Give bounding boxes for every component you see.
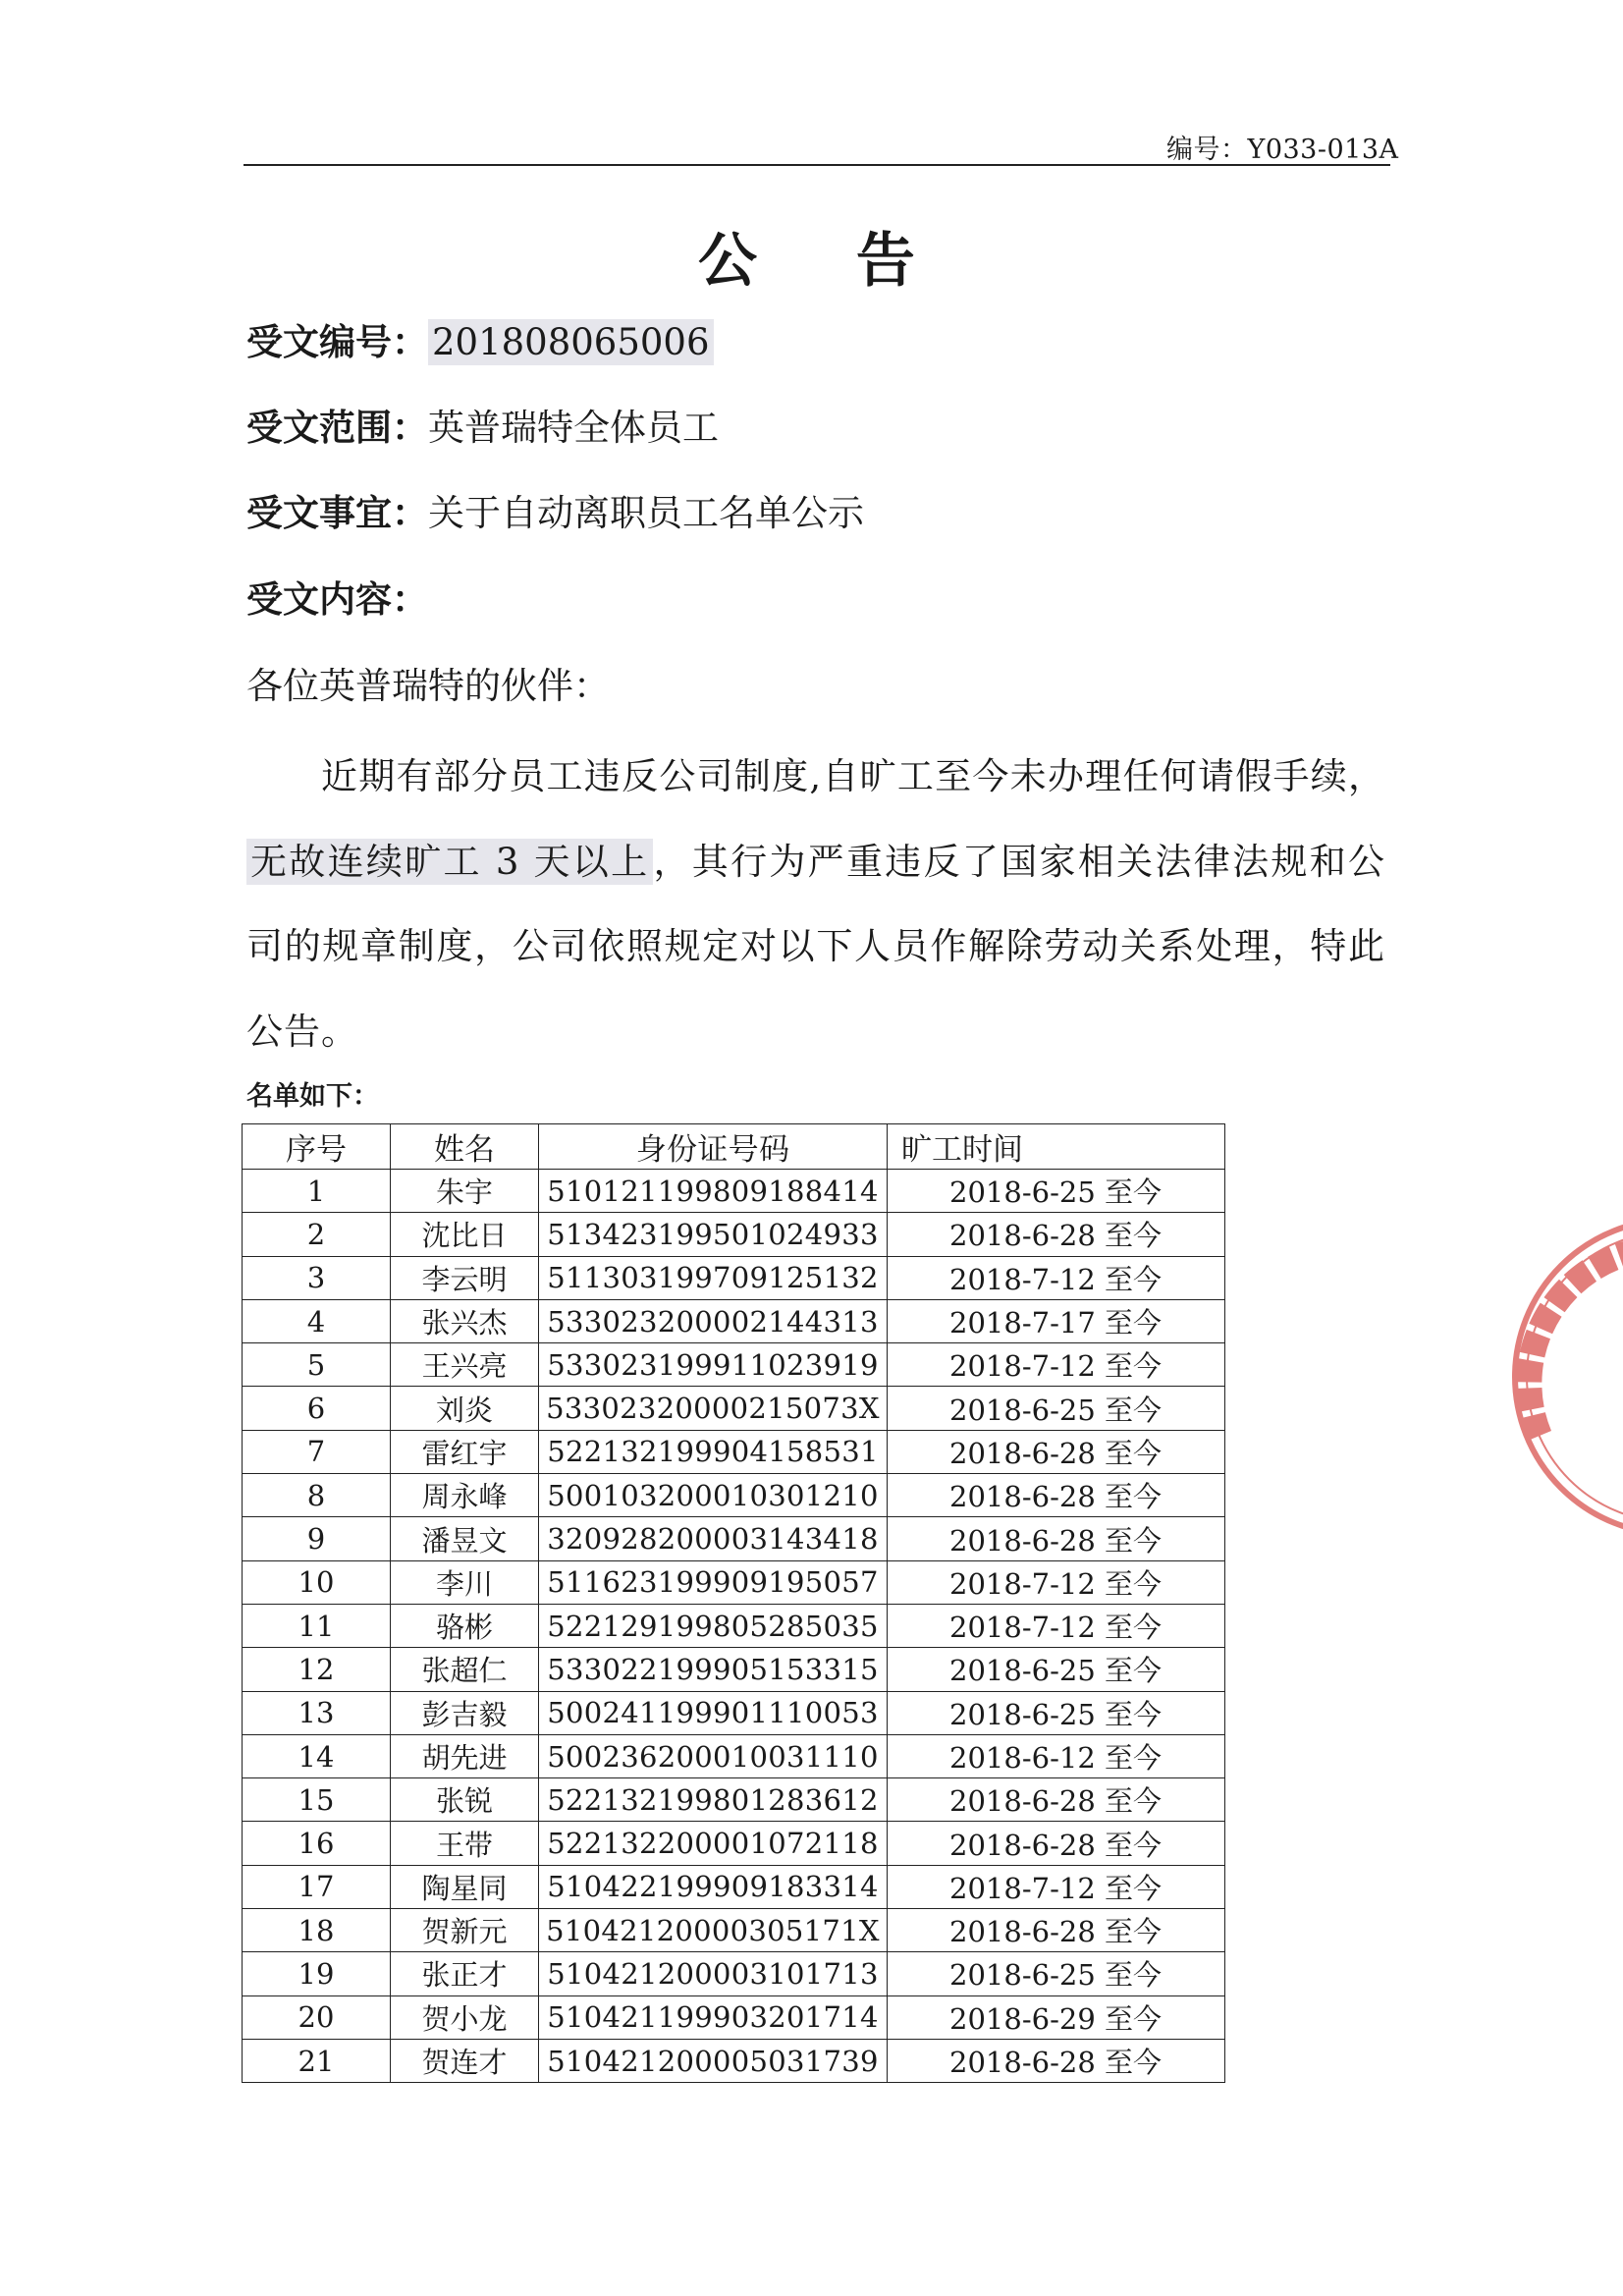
content-label: 受文内容：	[246, 577, 428, 621]
table-row	[243, 1213, 1225, 1256]
row-id-number: 513423199501024933	[539, 1213, 888, 1256]
table-row	[243, 1604, 1225, 1647]
row-name: 王带	[391, 1822, 539, 1865]
row-name: 陶星同	[391, 1865, 539, 1908]
row-absence-time: 2018-7-12 至今	[888, 1343, 1225, 1387]
row-name: 贺小龙	[391, 1995, 539, 2039]
table-row	[243, 1822, 1225, 1865]
row-absence-time: 2018-7-12 至今	[888, 1865, 1225, 1908]
matter-label: 受文事宜：	[246, 491, 428, 534]
row-no: 16	[243, 1822, 391, 1865]
row-no: 18	[243, 1909, 391, 1952]
row-no: 11	[243, 1604, 391, 1647]
row-absence-time: 2018-6-29 至今	[888, 1995, 1225, 2039]
header-rule	[243, 164, 1390, 166]
row-id-number: 53302320000215073X	[539, 1387, 888, 1430]
row-id-number: 522132199801283612	[539, 1778, 888, 1822]
row-name: 刘炎	[391, 1387, 539, 1430]
row-absence-time: 2018-7-12 至今	[888, 1604, 1225, 1647]
body-part-1: 近期有部分员工违反公司制度,自旷工至今未办理任何请假手续，	[321, 755, 1385, 797]
scope-value: 英普瑞特全体员工	[428, 407, 719, 449]
table-row	[243, 1734, 1225, 1777]
table-row	[243, 1560, 1225, 1604]
row-absence-time: 2018-6-25 至今	[888, 1648, 1225, 1691]
row-no: 12	[243, 1648, 391, 1691]
row-id-number: 510422199909183314	[539, 1865, 888, 1908]
content-field	[246, 570, 428, 623]
row-absence-time: 2018-6-25 至今	[888, 1952, 1225, 1995]
scope-label: 受文范围：	[246, 406, 428, 449]
row-name: 张超仁	[391, 1648, 539, 1691]
row-name: 张锐	[391, 1778, 539, 1822]
row-no: 14	[243, 1734, 391, 1777]
row-absence-time: 2018-6-28 至今	[888, 2039, 1225, 2082]
document-code: 编号：Y033-013A	[1166, 135, 1399, 165]
row-absence-time: 2018-6-12 至今	[888, 1734, 1225, 1777]
row-absence-time: 2018-6-28 至今	[888, 1517, 1225, 1560]
row-id-number: 510421200005031739	[539, 2039, 888, 2082]
header-no: 序号	[243, 1124, 391, 1170]
table-row	[243, 1170, 1225, 1213]
body-highlight: 无故连续旷工 3 天以上	[246, 839, 653, 885]
row-name: 潘昱文	[391, 1517, 539, 1560]
row-name: 沈比日	[391, 1213, 539, 1256]
row-no: 1	[243, 1170, 391, 1213]
row-name: 张正才	[391, 1952, 539, 1995]
row-id-number: 320928200003143418	[539, 1517, 888, 1560]
row-no: 3	[243, 1256, 391, 1299]
table-row	[243, 1691, 1225, 1734]
table-row	[243, 1909, 1225, 1952]
body-part-2: ，其行为严重违反了国家相关法律法规和公司的规章制度，公司依照规定对以下人员作解除劳动关系处理，特此公告。	[246, 840, 1385, 1053]
table-header-row	[243, 1124, 1225, 1170]
table-row	[243, 1430, 1225, 1473]
table-row	[243, 1952, 1225, 1995]
row-id-number: 511303199709125132	[539, 1256, 888, 1299]
row-id-number: 522132200001072118	[539, 1822, 888, 1865]
row-id-number: 533022199905153315	[539, 1648, 888, 1691]
row-no: 9	[243, 1517, 391, 1560]
doc-number-value: 201808065006	[428, 319, 714, 365]
row-no: 2	[243, 1213, 391, 1256]
row-name: 彭吉毅	[391, 1691, 539, 1734]
row-no: 21	[243, 2039, 391, 2082]
seal-text-arc	[1529, 1249, 1623, 1436]
table-row	[243, 1256, 1225, 1299]
header-name: 姓名	[391, 1124, 539, 1170]
row-absence-time: 2018-6-28 至今	[888, 1430, 1225, 1473]
row-id-number: 500103200010301210	[539, 1474, 888, 1517]
doc-number-field	[246, 312, 714, 365]
row-name: 雷红宇	[391, 1430, 539, 1473]
row-no: 17	[243, 1865, 391, 1908]
table-row	[243, 1517, 1225, 1560]
list-caption: 名单如下：	[246, 1081, 379, 1112]
row-absence-time: 2018-6-28 至今	[888, 1474, 1225, 1517]
row-absence-time: 2018-6-25 至今	[888, 1170, 1225, 1213]
row-absence-time: 2018-7-12 至今	[888, 1256, 1225, 1299]
dismissal-table	[242, 1123, 1225, 2083]
row-name: 胡先进	[391, 1734, 539, 1777]
row-no: 19	[243, 1952, 391, 1995]
row-id-number: 522129199805285035	[539, 1604, 888, 1647]
row-id-number: 51042120000305171X	[539, 1909, 888, 1952]
table-row	[243, 1343, 1225, 1387]
row-name: 朱宇	[391, 1170, 539, 1213]
row-no: 13	[243, 1691, 391, 1734]
scope-field	[246, 398, 719, 451]
row-no: 15	[243, 1778, 391, 1822]
table-row	[243, 2039, 1225, 2082]
row-name: 李川	[391, 1560, 539, 1604]
notice-title: 公 告	[698, 227, 954, 296]
row-no: 7	[243, 1430, 391, 1473]
row-no: 8	[243, 1474, 391, 1517]
row-absence-time: 2018-6-28 至今	[888, 1909, 1225, 1952]
row-name: 王兴亮	[391, 1343, 539, 1387]
row-absence-time: 2018-6-28 至今	[888, 1213, 1225, 1256]
row-id-number: 510421199903201714	[539, 1995, 888, 2039]
row-absence-time: 2018-7-17 至今	[888, 1299, 1225, 1342]
row-id-number: 533023200002144313	[539, 1299, 888, 1342]
row-name: 贺连才	[391, 2039, 539, 2082]
row-no: 4	[243, 1299, 391, 1342]
row-name: 贺新元	[391, 1909, 539, 1952]
row-id-number: 500241199901110053	[539, 1691, 888, 1734]
table-row	[243, 1778, 1225, 1822]
table-row	[243, 1387, 1225, 1430]
row-id-number: 510421200003101713	[539, 1952, 888, 1995]
greeting: 各位英普瑞特的伙伴：	[246, 665, 610, 707]
row-id-number: 511623199909195057	[539, 1560, 888, 1604]
row-no: 6	[243, 1387, 391, 1430]
row-name: 张兴杰	[391, 1299, 539, 1342]
table-row	[243, 1648, 1225, 1691]
row-absence-time: 2018-6-28 至今	[888, 1778, 1225, 1822]
row-no: 20	[243, 1995, 391, 2039]
notice-body	[246, 735, 1385, 1074]
table-row	[243, 1474, 1225, 1517]
header-id-number: 身份证号码	[539, 1124, 888, 1170]
row-id-number: 510121199809188414	[539, 1170, 888, 1213]
row-absence-time: 2018-6-25 至今	[888, 1387, 1225, 1430]
row-id-number: 500236200010031110	[539, 1734, 888, 1777]
matter-field	[246, 483, 864, 536]
table-row	[243, 1299, 1225, 1342]
row-absence-time: 2018-6-25 至今	[888, 1691, 1225, 1734]
matter-value: 关于自动离职员工名单公示	[428, 492, 864, 534]
row-no: 10	[243, 1560, 391, 1604]
table-row	[243, 1865, 1225, 1908]
row-absence-time: 2018-7-12 至今	[888, 1560, 1225, 1604]
row-name: 骆彬	[391, 1604, 539, 1647]
row-id-number: 533023199911023919	[539, 1343, 888, 1387]
table-body	[243, 1170, 1225, 2083]
doc-number-label: 受文编号：	[246, 320, 428, 363]
company-seal-stamp	[1500, 1210, 1623, 1554]
header-absence-time: 旷工时间	[888, 1124, 1225, 1170]
row-name: 周永峰	[391, 1474, 539, 1517]
row-name: 李云明	[391, 1256, 539, 1299]
row-no: 5	[243, 1343, 391, 1387]
table-row	[243, 1995, 1225, 2039]
row-id-number: 522132199904158531	[539, 1430, 888, 1473]
row-absence-time: 2018-6-28 至今	[888, 1822, 1225, 1865]
